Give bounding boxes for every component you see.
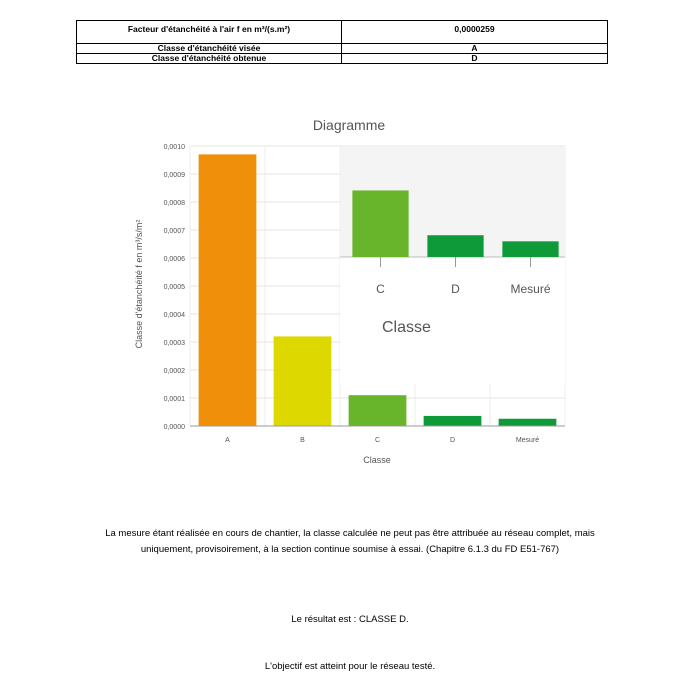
obtained-class-label: Classe d'étanchéité obtenue	[77, 54, 342, 64]
y-tick-label: 0,0008	[163, 200, 185, 207]
y-tick-label: 0,0001	[163, 396, 185, 403]
zoom-inset	[340, 147, 565, 384]
inset-x-axis-label: Classe	[382, 319, 431, 336]
obtained-class-value: D	[342, 54, 608, 64]
inset-bar-c	[352, 190, 408, 257]
bar-d	[424, 416, 482, 426]
x-tick-label: B	[300, 437, 305, 444]
inset-x-tick-label: Mesuré	[510, 282, 551, 296]
y-tick-label: 0,0009	[163, 172, 185, 179]
y-tick-label: 0,0002	[163, 368, 185, 375]
x-tick-label: Mesuré	[515, 437, 540, 444]
inset-x-tick-label: C	[376, 282, 385, 296]
results-table	[76, 20, 608, 64]
class-bar-chart	[120, 112, 580, 472]
y-tick-label: 0,0006	[163, 256, 185, 263]
target-class-label: Classe d'étanchéité visée	[77, 44, 342, 54]
table-row	[77, 21, 608, 44]
x-axis-label: Classe	[363, 455, 391, 465]
bar-b	[274, 336, 332, 426]
chart-title: Diagramme	[312, 117, 386, 133]
table-row	[77, 54, 608, 64]
airtightness-factor-label: Facteur d'étanchéité à l'air f en m³/(s.m²)	[77, 21, 342, 44]
bar-a	[199, 154, 257, 426]
inset-x-tick-label: D	[451, 282, 460, 296]
y-tick-label: 0,0010	[163, 144, 185, 151]
x-tick-label: C	[374, 437, 381, 444]
y-tick-label: 0,0007	[163, 228, 185, 235]
airtightness-factor-value: 0,0000259	[342, 21, 608, 44]
table-row	[77, 44, 608, 54]
result-statement: Le résultat est : CLASSE D.	[291, 614, 409, 625]
x-tick-label: D	[449, 437, 456, 444]
y-tick-label: 0,0004	[163, 312, 185, 319]
x-tick-label: A	[225, 437, 230, 444]
x-axis-ticks	[225, 437, 539, 444]
y-tick-label: 0,0000	[163, 424, 185, 431]
y-axis-ticks	[164, 144, 186, 431]
y-tick-label: 0,0003	[163, 340, 185, 347]
inset-bar-mesuré	[502, 241, 558, 257]
target-class-value: A	[342, 44, 608, 54]
inset-bar-d	[427, 235, 483, 257]
measurement-note: La mesure étant réalisée en cours de chantier, la classe calculée ne peut pas être attribuée au réseau complet, mais uniquement, provisoirement, à la section continue soumise à essai. (Chapitre 6.1.3 du FD E51-767)	[105, 528, 595, 555]
y-tick-label: 0,0005	[163, 284, 185, 291]
y-axis-label: Classe d'étanchéité f en m³/s/m²	[134, 219, 144, 349]
bar-mesuré	[499, 419, 557, 426]
bar-c	[349, 395, 407, 426]
objective-statement: L'objectif est atteint pour le réseau testé.	[264, 661, 436, 672]
